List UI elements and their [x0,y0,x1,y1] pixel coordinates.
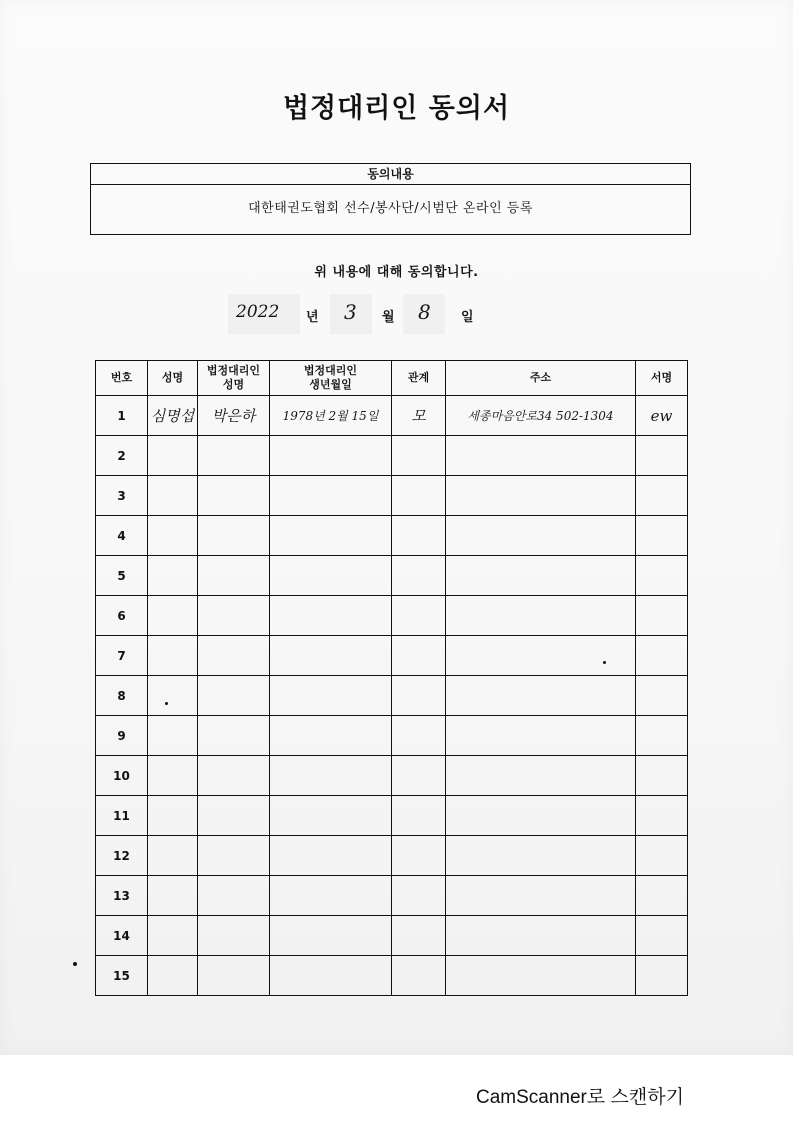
cell-signature [636,796,688,836]
row-number: 3 [96,476,148,516]
cell-address [446,476,636,516]
day-unit: 일 [461,310,474,325]
table-row [96,436,688,476]
year-unit: 년 [306,310,319,325]
cell-signature [636,396,688,436]
date-row [0,294,793,336]
speck-mark [73,962,77,966]
table-row [96,796,688,836]
cell-name [148,516,198,556]
cell-guardian-name [198,916,270,956]
cell-relation [392,596,446,636]
cell-address [446,756,636,796]
cell-guardian-birth [270,756,392,796]
cell-guardian-name [198,436,270,476]
cell-relation [392,676,446,716]
cell-guardian-birth [270,636,392,676]
cell-guardian-birth [270,596,392,636]
header-guardian-name-line1: 법정대리인 [206,364,261,377]
row-number: 15 [96,956,148,996]
cell-address [446,876,636,916]
row-number: 13 [96,876,148,916]
cell-guardian-birth [270,676,392,716]
header-signature: 서명 [636,361,688,396]
cell-guardian-name [198,476,270,516]
cell-guardian-birth [270,436,392,476]
row-number: 12 [96,836,148,876]
cell-relation [392,756,446,796]
cell-guardian-name [198,556,270,596]
cell-name [148,476,198,516]
cell-relation [392,836,446,876]
cell-signature [636,516,688,556]
cell-signature [636,636,688,676]
cell-signature-value: ew [650,406,673,425]
row-number: 14 [96,916,148,956]
cell-name [148,636,198,676]
cell-address [446,836,636,876]
consent-table [95,360,688,996]
header-guardian-birth [270,361,392,396]
header-no: 번호 [96,361,148,396]
header-guardian-birth-line2: 생년월일 [309,378,352,391]
table-row [96,636,688,676]
table-body [96,396,688,996]
header-guardian-name [198,361,270,396]
table-row [96,476,688,516]
row-number: 5 [96,556,148,596]
cell-address-value: 세종마음안로34 502-1304 [467,409,614,423]
row-number: 8 [96,676,148,716]
cell-name [148,876,198,916]
cell-name [148,916,198,956]
cell-guardian-birth-value: 1978년 2월 15일 [282,409,379,423]
cell-signature [636,956,688,996]
cell-name [148,396,198,436]
table-header-row [96,361,688,396]
cell-relation [392,516,446,556]
table-row [96,396,688,436]
header-guardian-name-line2: 성명 [222,378,245,391]
table-row [96,596,688,636]
cell-relation [392,636,446,676]
table-row [96,956,688,996]
cell-address [446,516,636,556]
table-row [96,836,688,876]
cell-guardian-birth [270,476,392,516]
cell-name [148,676,198,716]
cell-relation [392,556,446,596]
cell-guardian-birth [270,396,392,436]
cell-address [446,396,636,436]
row-number: 6 [96,596,148,636]
speck-mark [603,661,606,664]
cell-name [148,556,198,596]
cell-name [148,596,198,636]
cell-guardian-name [198,716,270,756]
cell-signature [636,756,688,796]
cell-address [446,636,636,676]
cell-address [446,796,636,836]
cell-address [446,716,636,756]
agree-statement: 위 내용에 대해 동의합니다. [314,265,479,280]
cell-address [446,596,636,636]
cell-address [446,676,636,716]
header-address: 주소 [446,361,636,396]
year-value: 2022 [236,302,280,322]
table-row [96,716,688,756]
month-value: 3 [344,300,357,324]
cell-guardian-name [198,676,270,716]
cell-relation [392,396,446,436]
row-number: 4 [96,516,148,556]
cell-relation [392,476,446,516]
cell-relation [392,916,446,956]
row-number: 7 [96,636,148,676]
cell-name [148,436,198,476]
consent-box [90,163,691,235]
cell-guardian-name [198,876,270,916]
cell-guardian-birth [270,556,392,596]
month-unit: 월 [382,310,395,325]
cell-guardian-birth [270,956,392,996]
cell-relation [392,876,446,916]
day-value: 8 [418,300,431,324]
row-number: 9 [96,716,148,756]
table-row [96,916,688,956]
cell-guardian-birth [270,916,392,956]
camscanner-watermark: CamScanner로 스캔하기 [476,1087,684,1108]
cell-relation [392,796,446,836]
row-number: 10 [96,756,148,796]
table-row [96,756,688,796]
speck-mark [165,702,168,705]
row-number: 1 [96,396,148,436]
cell-signature [636,476,688,516]
cell-signature [636,916,688,956]
cell-guardian-birth [270,796,392,836]
cell-guardian-birth [270,836,392,876]
cell-name [148,836,198,876]
cell-signature [636,436,688,476]
cell-guardian-name [198,756,270,796]
cell-guardian-name [198,636,270,676]
cell-signature [636,716,688,756]
cell-guardian-birth [270,716,392,756]
header-name: 성명 [148,361,198,396]
cell-name [148,756,198,796]
cell-guardian-name [198,396,270,436]
cell-name-value: 심명섭 [150,407,195,425]
table-row [96,556,688,596]
header-guardian-birth-line1: 법정대리인 [303,364,358,377]
cell-address [446,956,636,996]
page-title: 법정대리인 동의서 [282,93,511,124]
cell-name [148,796,198,836]
cell-signature [636,556,688,596]
cell-relation [392,716,446,756]
row-number: 11 [96,796,148,836]
cell-relation-value: 모 [411,407,426,425]
cell-signature [636,676,688,716]
cell-guardian-birth [270,516,392,556]
cell-guardian-name [198,516,270,556]
cell-signature [636,836,688,876]
cell-guardian-name-value: 박은하 [211,407,256,425]
cell-name [148,716,198,756]
consent-header: 동의내용 [91,164,690,185]
cell-signature [636,596,688,636]
cell-guardian-name [198,836,270,876]
cell-address [446,436,636,476]
table-row [96,676,688,716]
cell-guardian-birth [270,876,392,916]
cell-guardian-name [198,796,270,836]
cell-name [148,956,198,996]
cell-signature [636,876,688,916]
header-relation: 관계 [392,361,446,396]
cell-relation [392,436,446,476]
table-row [96,516,688,556]
cell-address [446,556,636,596]
cell-address [446,916,636,956]
cell-guardian-name [198,596,270,636]
table-row [96,876,688,916]
row-number: 2 [96,436,148,476]
cell-guardian-name [198,956,270,996]
cell-relation [392,956,446,996]
consent-body: 대한태권도협회 선수/봉사단/시범단 온라인 등록 [248,201,533,216]
